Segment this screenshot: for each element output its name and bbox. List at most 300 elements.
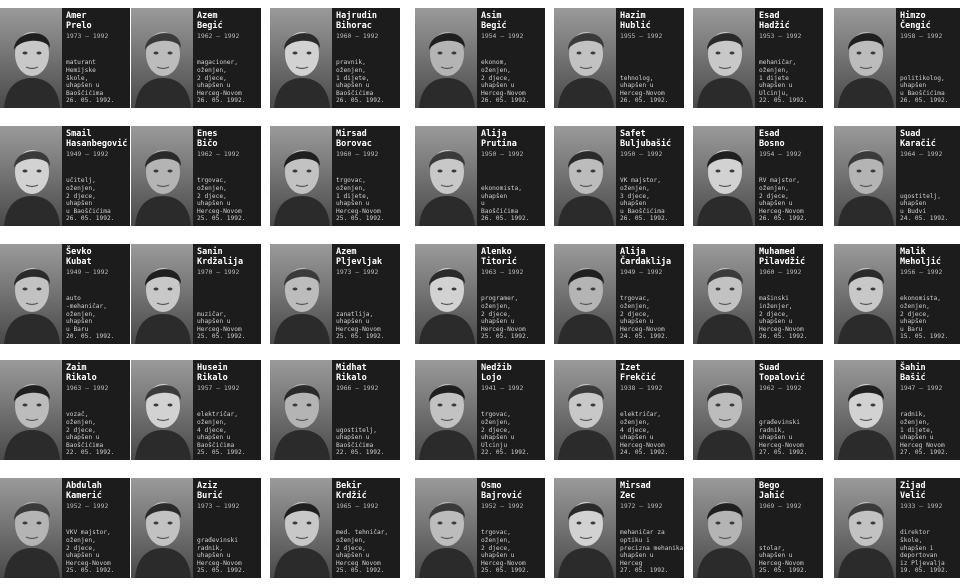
biography-line: 26. 05. 1992. [197, 97, 246, 105]
info-panel [616, 360, 684, 460]
biography-line: 25. 05. 1992. [336, 215, 385, 223]
info-panel [755, 478, 823, 578]
life-years: 1973 – 1992 [336, 268, 379, 276]
biography [620, 529, 682, 575]
portrait-photo [131, 244, 195, 344]
life-years: 1965 – 1992 [336, 502, 379, 510]
victim-card [693, 244, 823, 344]
biography-line: oženjen, [481, 419, 511, 427]
biography [336, 311, 398, 341]
biography-line: ekonomista, [481, 185, 522, 193]
biography-line: oženjen, [66, 185, 96, 193]
biography-line: uhapšen u [336, 434, 370, 442]
biography-line: oženjen, [197, 185, 227, 193]
life-years: 1973 – 1992 [197, 502, 240, 510]
biography-line: Herceg-Novom [759, 207, 804, 215]
biography-line: 25. 05. 1992. [481, 333, 530, 341]
life-years: 1956 – 1992 [900, 268, 943, 276]
biography-line: ekonom, [481, 59, 508, 67]
biography-line: 26. 05. 1992. [620, 97, 669, 105]
biography [900, 529, 960, 575]
biography-line: 22. 05. 1992. [481, 449, 530, 457]
biography-line: uhapšen u [66, 82, 100, 90]
portrait-photo [415, 478, 479, 578]
biography-line: med. tehničar, [336, 529, 389, 537]
biography [66, 177, 128, 223]
victim-card [693, 8, 823, 108]
biography [197, 59, 259, 105]
biography-line: 2 djece, [900, 310, 930, 318]
victim-card [270, 8, 400, 108]
info-panel [62, 244, 130, 344]
biography-line: Baoščićima [336, 441, 374, 449]
info-panel [332, 126, 400, 226]
life-years: 1966 – 1992 [336, 384, 379, 392]
portrait-photo [0, 8, 64, 108]
victim-card [131, 244, 261, 344]
biography-line: ugostitelj, [336, 426, 377, 434]
biography [900, 295, 960, 341]
info-panel [896, 126, 960, 226]
biography-line: 2 djece, [481, 544, 511, 552]
biography [900, 75, 960, 105]
biography-line: 26. 05. 1992. [900, 97, 949, 105]
victim-card [834, 126, 960, 226]
biography-line: 26. 05. 1992. [336, 97, 385, 105]
portrait-photo [0, 126, 64, 226]
last-name: Krdžić [336, 490, 367, 501]
biography-line: zanatlija, [336, 310, 374, 318]
biography [759, 59, 821, 105]
last-name: Kamerić [66, 490, 102, 501]
biography-line: u Baoščićima [66, 207, 111, 215]
biography-line: oženjen, [759, 67, 789, 75]
first-name: Šahin [900, 363, 926, 373]
biography-line: 1 dijete, [336, 192, 370, 200]
biography-line: iz Pljevalja [900, 559, 945, 567]
biography [481, 295, 543, 341]
biography-line: trgovac, [197, 177, 227, 185]
biography-line: oženjen, [336, 185, 366, 193]
biography-line: škole, [900, 537, 923, 545]
portrait-photo [693, 360, 757, 460]
biography-line: u Budvi [900, 207, 927, 215]
last-name: Velić [900, 490, 926, 501]
biography-line: uhapšen u [197, 318, 231, 326]
last-name: Borovac [336, 138, 372, 149]
biography-line: 2 djece, [759, 310, 789, 318]
last-name: Čengić [900, 20, 931, 31]
biography-line: uhapšen u [900, 434, 934, 442]
victim-card [131, 478, 261, 578]
victim-card [693, 478, 823, 578]
biography-line: uhapšen u [759, 434, 793, 442]
biography-line: 4 djece, [197, 426, 227, 434]
last-name: Lojo [481, 372, 502, 383]
portrait-photo [834, 244, 898, 344]
first-name: Enes [197, 129, 218, 139]
biography-line: 20. 05. 1992. [66, 333, 115, 341]
biography-line: 25. 05. 1992. [66, 567, 115, 575]
biography [336, 529, 398, 575]
life-years: 1958 – 1992 [900, 32, 943, 40]
life-years: 1963 – 1992 [66, 384, 109, 392]
biography-line: uhapšen u [66, 434, 100, 442]
portrait-photo [834, 126, 898, 226]
info-panel [896, 478, 960, 578]
info-panel [62, 8, 130, 108]
biography-line: 24. 05. 1992. [620, 449, 669, 457]
biography-line: magacioner, [197, 59, 238, 67]
last-name: Frekčić [620, 372, 656, 383]
first-name: Midhat [336, 363, 367, 373]
victim-card [834, 244, 960, 344]
victim-card [270, 126, 400, 226]
biography-line: uhapšen [66, 318, 93, 326]
victim-card [415, 8, 545, 108]
info-panel [616, 8, 684, 108]
portrait-photo [554, 244, 618, 344]
biography [66, 529, 128, 575]
info-panel [896, 8, 960, 108]
info-panel [193, 244, 261, 344]
life-years: 1950 – 1992 [620, 150, 663, 158]
biography [759, 419, 821, 457]
first-name: Asim [481, 11, 502, 21]
victim-card [270, 360, 400, 460]
biography-line: Herceg-Novom [197, 559, 242, 567]
info-panel [755, 8, 823, 108]
biography-line: 25. 05. 1992. [197, 567, 246, 575]
life-years: 1950 – 1992 [481, 150, 524, 158]
info-panel [755, 360, 823, 460]
biography-line: Herceg-Novom [197, 325, 242, 333]
life-years: 1954 – 1992 [481, 32, 524, 40]
biography-line: Herceg Novom [900, 441, 945, 449]
biography-line: Hemijske [66, 67, 96, 75]
biography-line: 2 djece, [620, 310, 650, 318]
biography-line: uhapšen u [481, 82, 515, 90]
biography-line: direktor [900, 529, 930, 537]
last-name: Bašić [900, 372, 926, 383]
victim-card [131, 8, 261, 108]
portrait-photo [693, 478, 757, 578]
portrait-photo [554, 478, 618, 578]
victim-card [270, 478, 400, 578]
biography-line: uhapšen u [759, 200, 793, 208]
biography-line: u Baoščićima [620, 207, 665, 215]
biography [336, 177, 398, 223]
biography [620, 295, 682, 341]
biography-line: optiku i [620, 537, 650, 545]
info-panel [62, 360, 130, 460]
biography-line: uhapšen u [620, 318, 654, 326]
first-name: Husein [197, 363, 228, 373]
portrait-photo [0, 360, 64, 460]
biography-line: 1 dijete, [336, 74, 370, 82]
biography-line: u Baru [66, 325, 89, 333]
biography-line: 25. 05. 1992. [336, 567, 385, 575]
life-years: 1964 – 1992 [900, 150, 943, 158]
info-panel [477, 8, 545, 108]
life-years: 1962 – 1992 [759, 384, 802, 392]
portrait-photo [554, 8, 618, 108]
biography-line: 2 djece, [66, 192, 96, 200]
life-years: 1960 – 1992 [336, 32, 379, 40]
biography-line: 26. 05. 1992. [620, 215, 669, 223]
info-panel [616, 126, 684, 226]
life-years: 1949 – 1992 [620, 268, 663, 276]
victim-card [131, 126, 261, 226]
biography-line: radnik, [759, 426, 786, 434]
biography [620, 75, 682, 105]
victim-card [554, 244, 684, 344]
biography-line: 19. 05. 1992. [900, 567, 949, 575]
info-panel [332, 360, 400, 460]
portrait-photo [270, 360, 334, 460]
life-years: 1949 – 1992 [66, 150, 109, 158]
biography-line: trgovac, [336, 177, 366, 185]
last-name: Begić [197, 20, 223, 31]
last-name: Topalović [759, 372, 806, 383]
biography-line: 25. 05. 1992. [197, 215, 246, 223]
biography-line: muzičar, [197, 310, 227, 318]
biography-line: trgovac, [481, 411, 511, 419]
biography-line: uhapšen u [66, 552, 100, 560]
biography-line: 24. 05. 1992. [900, 215, 949, 223]
biography-line: 2 djece, [197, 192, 227, 200]
biography-line: uhapšen [900, 318, 927, 326]
portrait-photo [415, 8, 479, 108]
life-years: 1962 – 1992 [197, 150, 240, 158]
life-years: 1933 – 1992 [900, 502, 943, 510]
biography [197, 411, 259, 457]
life-years: 1949 – 1992 [66, 268, 109, 276]
biography-line: uhapšen u [336, 318, 370, 326]
portrait-photo [693, 126, 757, 226]
biography-line: učitelj, [66, 177, 96, 185]
portrait-photo [0, 244, 64, 344]
biography-line: mehaničar za [620, 529, 665, 537]
biography-line: VKV majstor, [66, 529, 111, 537]
victim-card [131, 360, 261, 460]
biography-line: uhapšen u [759, 82, 793, 90]
biography-line: 26. 05. 1992. [66, 97, 115, 105]
biography-line: oženjen, [620, 303, 650, 311]
biography-line: uhapšen u [197, 434, 231, 442]
biography-line: uhapšen u [197, 552, 231, 560]
life-years: 1953 – 1992 [759, 32, 802, 40]
biography-line: 25. 05. 1992. [197, 333, 246, 341]
first-name: Abdulah [66, 481, 102, 491]
biography-line: politikolog, [900, 74, 945, 82]
life-years: 1954 – 1992 [759, 150, 802, 158]
portrait-photo [270, 478, 334, 578]
biography [66, 411, 128, 457]
first-name: Suad [900, 129, 921, 139]
biography-line: Baoščićima [336, 89, 374, 97]
biography-line: oženjen, [900, 303, 930, 311]
biography-line: Herceg-Novom [759, 559, 804, 567]
victim-card [554, 8, 684, 108]
biography-line: deportovan [900, 552, 938, 560]
biography [900, 193, 960, 223]
info-panel [477, 126, 545, 226]
victim-card [0, 244, 130, 344]
last-name: Jahić [759, 490, 785, 501]
first-name: Alenko [481, 247, 512, 257]
biography-line: 2 djece, [66, 426, 96, 434]
biography-line: uhapšen u [759, 318, 793, 326]
victim-card [0, 478, 130, 578]
biography [759, 177, 821, 223]
biography-line: oženjen, [481, 67, 511, 75]
first-name: Hazim [620, 11, 646, 21]
portrait-photo [131, 8, 195, 108]
life-years: 1955 – 1992 [620, 32, 663, 40]
biography-line: građevinski [197, 537, 238, 545]
last-name: Prelo [66, 20, 92, 31]
last-name: Bosno [759, 138, 785, 149]
victim-card [554, 360, 684, 460]
first-name: Alija [481, 129, 507, 139]
biography-line: škole, [66, 74, 89, 82]
life-years: 1941 – 1992 [481, 384, 524, 392]
biography-line: 2 djece, [481, 310, 511, 318]
biography-line: oženjen, [197, 67, 227, 75]
first-name: Nedžib [481, 363, 512, 373]
biography-line: 25. 05. 1992. [481, 567, 530, 575]
biography-line: trgovac, [481, 529, 511, 537]
last-name: Čardaklija [620, 256, 672, 267]
portrait-photo [131, 360, 195, 460]
biography-line: 3 djece, [620, 192, 650, 200]
last-name: Hublić [620, 20, 651, 31]
biography-line: 1 dijete, [900, 426, 934, 434]
info-panel [332, 478, 400, 578]
biography-line: Herceg-Novom [481, 89, 526, 97]
biography [620, 411, 682, 457]
biography-line: 22. 05. 1992. [336, 449, 385, 457]
biography-line: 25. 05. 1992. [336, 333, 385, 341]
first-name: Safet [620, 129, 646, 139]
info-panel [332, 244, 400, 344]
biography [481, 411, 543, 457]
info-panel [896, 244, 960, 344]
life-years: 1962 – 1992 [197, 32, 240, 40]
life-years: 1952 – 1992 [66, 502, 109, 510]
biography-line: uhapšen [66, 200, 93, 208]
biography-line: mehaničar, [759, 59, 797, 67]
first-name: Esad [759, 129, 780, 139]
last-name: Krdžalija [197, 256, 244, 267]
biography-line: vozač, [66, 411, 89, 419]
victim-card [0, 360, 130, 460]
biography-line: 26. 05. 1992. [759, 215, 808, 223]
portrait-photo [693, 244, 757, 344]
portrait-photo [270, 126, 334, 226]
first-name: Bekir [336, 481, 362, 491]
victim-card [0, 126, 130, 226]
life-years: 1963 – 1992 [481, 268, 524, 276]
biography-line: Herceg-Novom [336, 207, 381, 215]
biography-line: pravnik, [336, 59, 366, 67]
biography-line: radnik, [197, 544, 224, 552]
last-name: Karačić [900, 138, 936, 149]
biography-line: uhapšen [481, 192, 508, 200]
biography [66, 59, 128, 105]
biography-line: oženjen, [336, 67, 366, 75]
victim-card [270, 244, 400, 344]
last-name: Burić [197, 490, 223, 501]
biography-line: 27. 05. 1992. [900, 449, 949, 457]
biography-line: 1 dijete [759, 74, 789, 82]
biography-line: uhapšen u [336, 552, 370, 560]
biography-line: uhapšen u [620, 82, 654, 90]
biography-line: oženjen, [481, 303, 511, 311]
first-name: Amer [66, 11, 87, 21]
biography-line: Herceg-Novom [759, 325, 804, 333]
biography-line: 25. 05. 1992. [197, 449, 246, 457]
first-name: Hajrudin [336, 11, 377, 21]
biography-line: 25. 05. 1992. [759, 567, 808, 575]
biography-line: oženjen, [336, 537, 366, 545]
victim-card [0, 8, 130, 108]
biography-line: oženjen, [620, 419, 650, 427]
biography-line: uhapšen u [336, 200, 370, 208]
biography-line: 22. 05. 1992. [66, 449, 115, 457]
biography-line: oženjen, [197, 419, 227, 427]
life-years: 1973 – 1992 [66, 32, 109, 40]
portrait-photo [834, 478, 898, 578]
last-name: Bičo [197, 138, 218, 149]
info-panel [477, 360, 545, 460]
portrait-photo [415, 126, 479, 226]
biography-line: 2 djece, [481, 74, 511, 82]
biography-line: oženjen, [759, 185, 789, 193]
info-panel [755, 126, 823, 226]
last-name: Hasanbegović [66, 138, 128, 149]
last-name: Begić [481, 20, 507, 31]
biography-line: uhapšen u [620, 434, 654, 442]
biography-line: Herceg-Novom [336, 325, 381, 333]
last-name: Zec [620, 490, 636, 501]
biography-line: programer, [481, 295, 519, 303]
victim-card [554, 126, 684, 226]
first-name: Malik [900, 247, 926, 257]
life-years: 1960 – 1992 [759, 268, 802, 276]
biography-line: Herceg-Novom [481, 559, 526, 567]
victim-card [415, 478, 545, 578]
biography-line: uhapšen u [197, 82, 231, 90]
last-name: Rikalo [336, 372, 367, 383]
biography-line: 27. 05. 1992. [620, 567, 669, 575]
first-name: Mirsad [620, 481, 651, 491]
portrait-photo [834, 360, 898, 460]
biography-line: Ulcinju, [759, 89, 789, 97]
info-panel [193, 478, 261, 578]
last-name: Kubat [66, 256, 92, 267]
portrait-photo [834, 8, 898, 108]
portrait-photo [693, 8, 757, 108]
biography-line: uhapšen [900, 200, 927, 208]
biography-line: 24. 05. 1992. [620, 333, 669, 341]
first-name: Azem [197, 11, 218, 21]
portrait-photo [415, 360, 479, 460]
victim-card [415, 244, 545, 344]
biography-line: uhapšen u [481, 318, 515, 326]
biography-line: Herceg-Novom [66, 559, 111, 567]
